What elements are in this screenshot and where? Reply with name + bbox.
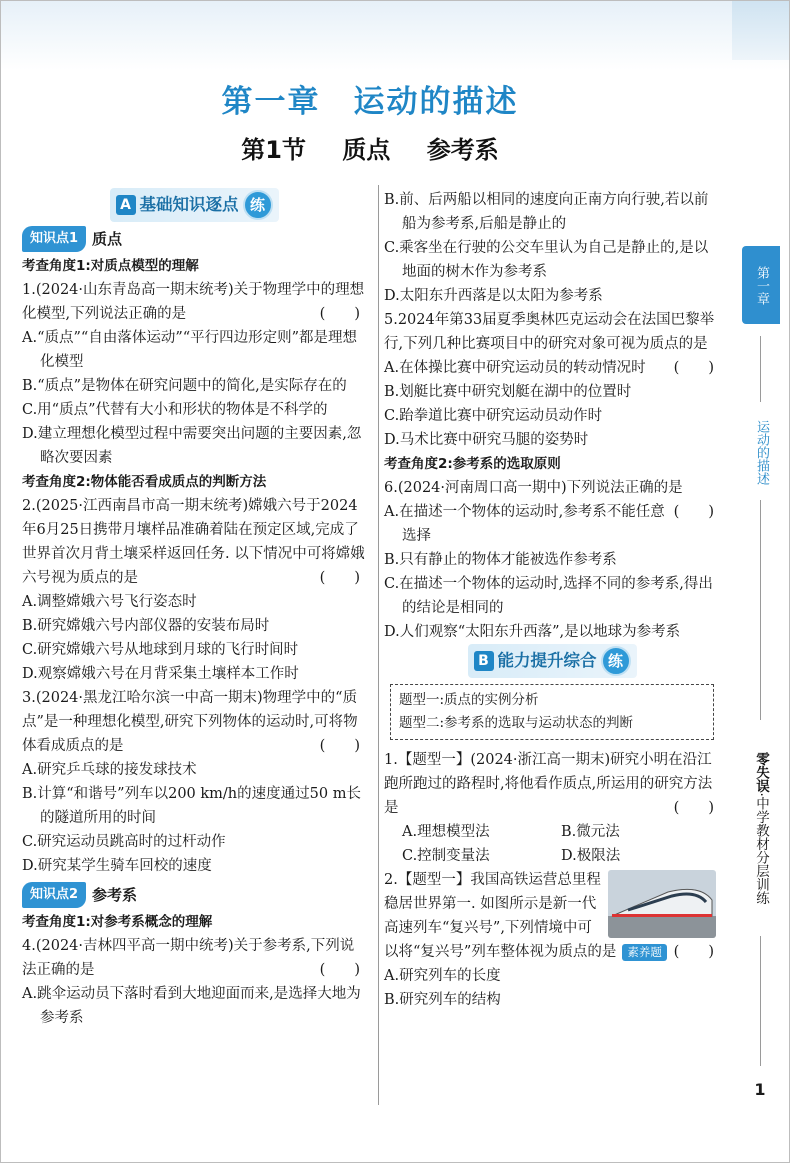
b2-stem: 2.【题型一】我国高铁运营总里程稳居世界第一. 如图所示是新一代高速列车“复兴号”,下列情境中可以将“复兴号”列车整体视为质点的是: [384, 872, 617, 960]
part-a-header: [22, 188, 366, 222]
q5-option-b[interactable]: B.划艇比赛中研究划艇在湖中的位置时: [384, 384, 632, 400]
knowledge-point-1: [22, 226, 366, 252]
q6-stem: 6.(2024·河南周口高一期中)下列说法正确的是: [384, 480, 683, 496]
right-column: [384, 188, 720, 1012]
answer-paren[interactable]: ( ): [319, 570, 360, 586]
literacy-badge: 素养题: [622, 944, 667, 961]
part-b-header: [384, 644, 720, 678]
question-3: [22, 686, 366, 878]
b1-stem: 1.【题型一】(2024·浙江高一期末)研究小明在沿江跑所跑过的路程时,将他看作质点,所运用的研究方法是: [384, 752, 713, 816]
angle-2: 考查角度2:物体能否看成质点的判断方法: [22, 474, 267, 490]
q2-option-b[interactable]: B.研究嫦娥六号内部仪器的安装布局时: [22, 618, 270, 634]
angle-1: 考查角度1:对质点模型的理解: [22, 258, 199, 274]
page-number: 1: [754, 1080, 766, 1099]
q1-stem: 1.(2024·山东青岛高一期末统考)关于物理学中的理想化模型,下列说法正确的是: [22, 282, 365, 322]
question-types-box: [390, 684, 714, 740]
left-column: [22, 188, 366, 1030]
kp2-name: 参考系: [92, 886, 138, 904]
b1-options-row-1: [384, 820, 720, 844]
q6-option-d[interactable]: D.人们观察“太阳东升西落”,是以地球为参考系: [384, 624, 681, 640]
answer-paren[interactable]: ( ): [319, 738, 360, 754]
q4-option-a[interactable]: A.跳伞运动员下落时看到大地迎面而来,是选择大地为参考系: [22, 986, 361, 1026]
part-b-title: 能力提升综合: [497, 651, 597, 670]
q5-option-c[interactable]: C.跆拳道比赛中研究运动员动作时: [384, 408, 603, 424]
q5-stem: 5.2024年第33届夏季奥林匹克运动会在法国巴黎举行,下列几种比赛项目中的研究对象可视为质点的是: [384, 312, 715, 352]
q6-option-c[interactable]: C.在描述一个物体的运动时,选择不同的参考系,得出的结论是相同的: [384, 576, 713, 616]
b1-option-c[interactable]: C.控制变量法: [402, 848, 490, 864]
q4-option-c[interactable]: C.乘客坐在行驶的公交车里认为自己是静止的,是以地面的树木作为参考系: [384, 240, 709, 280]
b1-option-a[interactable]: A.理想模型法: [402, 824, 490, 840]
part-a-letter: A: [116, 195, 136, 215]
answer-paren[interactable]: ( ): [319, 962, 360, 978]
q5-option-d[interactable]: D.马术比赛中研究马腿的姿势时: [384, 432, 589, 448]
part-a-banner: [110, 188, 279, 222]
q4-option-b[interactable]: B.前、后两船以相同的速度向正南方向行驶,若以前船为参考系,后船是静止的: [384, 192, 709, 232]
column-divider: [378, 185, 379, 1105]
section-name-2: 参考系: [426, 136, 499, 164]
angle-3: 考查角度1:对参考系概念的理解: [22, 914, 213, 930]
q3-stem: 3.(2024·黑龙江哈尔滨一中高一期末)物理学中的“质点”是一种理想化模型,研究下列物体的运动时,可将物体看成质点的是: [22, 690, 358, 754]
type-2: 题型二:参考系的选取与运动状态的判断: [399, 715, 634, 731]
question-b2: [384, 868, 720, 1012]
train-photo: [608, 870, 716, 938]
q5-option-a[interactable]: A.在体操比赛中研究运动员的转动情况时: [384, 360, 646, 376]
q3-option-b[interactable]: B.计算“和谐号”列车以200 km/h的速度通过50 m长的隧道所用的时间: [22, 786, 361, 826]
b1-options-row-2: [384, 844, 720, 868]
b2-option-a[interactable]: A.研究列车的长度: [384, 968, 501, 984]
side-brand: [744, 728, 778, 928]
chapter-title: 第一章 运动的描述: [221, 84, 519, 120]
brand-name: 零失误: [753, 751, 769, 793]
chapter-tab[interactable]: 第一章: [742, 246, 780, 324]
part-a-title: 基础知识逐点: [139, 195, 239, 214]
q1-option-b[interactable]: B.“质点”是物体在研究问题中的简化,是实际存在的: [22, 378, 347, 394]
question-4: [22, 934, 366, 1030]
q1-option-c[interactable]: C.用“质点”代替有大小和形状的物体是不科学的: [22, 402, 328, 418]
part-b-letter: B: [474, 651, 494, 671]
b1-option-b[interactable]: B.微元法: [561, 824, 620, 840]
q3-option-d[interactable]: D.研究某学生骑车回校的速度: [22, 858, 212, 874]
side-line: [760, 336, 761, 402]
q6-option-b[interactable]: B.只有静止的物体才能被选作参考系: [384, 552, 617, 568]
q1-option-d[interactable]: D.建立理想化模型过程中需要突出问题的主要因素,忽略次要因素: [22, 426, 362, 466]
q4-stem: 4.(2024·吉林四平高一期中统考)关于参考系,下列说法正确的是: [22, 938, 355, 978]
q2-option-d[interactable]: D.观察嫦娥六号在月背采集土壤样本工作时: [22, 666, 299, 682]
q2-stem: 2.(2025·江西南昌市高一期末统考)嫦娥六号于2024年6月25日携带月壤样品准确着陆在预定区域,完成了世界首次月背土壤采样返回任务. 以下情况中可将嫦娥六号视为质点的是: [22, 498, 365, 586]
q3-option-a[interactable]: A.研究乒乓球的接发球技术: [22, 762, 197, 778]
q6-option-a[interactable]: A.在描述一个物体的运动时,参考系不能任意选择: [384, 504, 665, 544]
question-1: [22, 278, 366, 470]
answer-paren[interactable]: ( ): [673, 944, 714, 960]
practice-icon: 练: [601, 646, 631, 676]
q4-option-d[interactable]: D.太阳东升西落是以太阳为参考系: [384, 288, 603, 304]
practice-icon: 练: [243, 190, 273, 220]
q1-option-a[interactable]: A.“质点”“自由落体运动”“平行四边形定则”都是理想化模型: [22, 330, 358, 370]
side-line: [760, 500, 761, 720]
question-6: [384, 476, 720, 644]
answer-paren[interactable]: ( ): [319, 306, 360, 322]
side-line: [760, 936, 761, 1066]
question-5: [384, 308, 720, 452]
section-name-1: 质点: [342, 136, 391, 164]
kp1-badge: 知识点1: [22, 226, 86, 252]
question-2: [22, 494, 366, 686]
answer-paren[interactable]: ( ): [673, 360, 714, 376]
b1-option-d[interactable]: D.极限法: [561, 848, 621, 864]
part-b-banner: [468, 644, 637, 678]
side-chapter-desc: 运动的描述: [754, 419, 769, 485]
b2-option-b[interactable]: B.研究列车的结构: [384, 992, 501, 1008]
q3-option-c[interactable]: C.研究运动员跳高时的过杆动作: [22, 834, 226, 850]
answer-paren[interactable]: ( ): [673, 800, 714, 816]
q2-option-a[interactable]: A.调整嫦娥六号飞行姿态时: [22, 594, 197, 610]
q2-option-c[interactable]: C.研究嫦娥六号从地球到月球的飞行时间时: [22, 642, 299, 658]
section-title: [0, 130, 740, 165]
kp1-name: 质点: [92, 230, 123, 248]
answer-paren[interactable]: ( ): [673, 504, 714, 520]
kp2-badge: 知识点2: [22, 882, 86, 908]
type-1: 题型一:质点的实例分析: [399, 692, 539, 708]
question-b1: [384, 748, 720, 868]
knowledge-point-2: [22, 882, 366, 908]
angle-4: 考查角度2:参考系的选取原则: [384, 456, 561, 472]
section-number: 第1节: [241, 136, 306, 164]
brand-subtitle: ·中学教材分层训练: [753, 792, 769, 905]
